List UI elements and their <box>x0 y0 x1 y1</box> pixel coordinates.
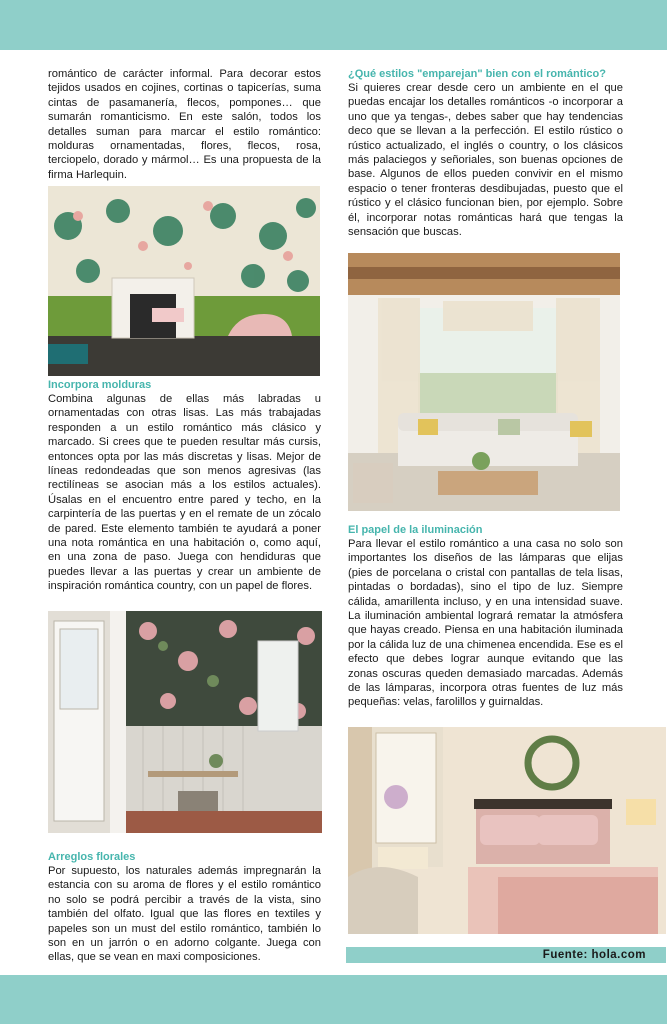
section-arreglos <box>48 850 321 965</box>
heading-arreglos: Arreglos florales <box>48 851 136 863</box>
bottom-color-band <box>0 975 667 1024</box>
heading-iluminacion: El papel de la iluminación <box>348 524 483 536</box>
top-color-band <box>0 0 667 50</box>
heading-molduras: Incorpora molduras <box>48 379 152 391</box>
section-estilos <box>348 67 623 239</box>
photo-romantic-bedroom <box>348 727 666 934</box>
section-iluminacion <box>348 523 623 710</box>
source-credit-bar <box>346 947 666 963</box>
photo-rustic-living-room <box>348 253 620 511</box>
body-molduras: Combina algunas de ellas más labradas u ornamentadas con otras lisas. Las más trabajadas responden a un estilo romántico más clásico y marcado. Si crees que te pueden resultar más cursis, entonces opta por las más discretas y lisas. Mejor de líneas redondeadas que son menos agresivas (las rectilíneas se asocian más a los estilos actuales). Úsalas en el encuentro entre pared y techo, en la carpintería de las puertas y en el remate de un zócalo de pared. Este elemento también te ayudará a poner una nota romántica en una habitación o, como aquí, en una zona de paso. Juega con hendiduras que puedes llevar a las puertas y crear un ambiente de inspiración romántica country, con un papel de flores. <box>48 393 321 593</box>
body-iluminacion: Para llevar el estilo romántico a una casa no solo son importantes los diseños de las lámparas que elijas (pies de porcelana o cristal con pantallas de tela lisas, pintadas o bordadas), sino el tipo de luz. Siempre cálida, amarillenta incluso, y en una intensidad suave. La iluminación ambiental logrará rematar la atmósfera que hayas creado. Piensa en una habitación iluminada por la cálida luz de una chimenea encendida. Ese es el efecto que debes lograr aunque evitando que las zonas oscuras queden demasiado marcadas. Además de las lámparas, incorpora otras fuentes de luz más pequeñas: velas, farolillos y guirnaldas. <box>348 538 623 709</box>
section-molduras <box>48 378 321 594</box>
body-estilos: Si quieres crear desde cero un ambiente en el que puedas encajar los detalles románticos -o incorporar a uno que ya tengas-, debes saber que hay tendencias deco que se llevan a la perfección. El estilo rústico o rústico actualizado, el inglés o country, o los clásicos más palaciegos y señoriales, son buenas opciones de base. Algunos de ellos pueden convivir en el mismo espacio o tener fronteras desdibujadas, puesto que el rústico y el clásico funcionan bien, por ejemplo. Sobre él, incorporar notas románticas hará que tengas la sensación que buscas. <box>348 82 623 239</box>
body-arreglos: Por supuesto, los naturales además impregnarán la estancia con su aroma de flores y el estilo romántico no solo se podrá percibir a través de la vista, sino también del olfato. Igual que las flores en textiles y papeles son un must del estilo romántico, también lo son en un jarrón o en adorno colgante. Juega con ellas, que se vean en maxi composiciones. <box>48 865 321 964</box>
source-credit: Fuente: hola.com <box>542 949 646 961</box>
intro-paragraph: romántico de carácter informal. Para decorar estos tejidos usados en cojines, cortinas o tapicerías, suma cintas de pasamanería, flecos, pompones… que sumarán romanticismo. En este salón, todos los detalles suman para marcar el estilo romántico: molduras ornamentadas, flores, flecos, rosa, terciopelo, dorado y mármol… Es una propuesta de la firma Harlequin. <box>48 68 321 181</box>
photo-hallway-floral-wallpaper <box>48 611 322 833</box>
intro-text-block <box>48 67 321 182</box>
photo-harlequin-living-room <box>48 186 320 376</box>
heading-estilos: ¿Qué estilos "emparejan" bien con el romántico? <box>348 68 606 80</box>
